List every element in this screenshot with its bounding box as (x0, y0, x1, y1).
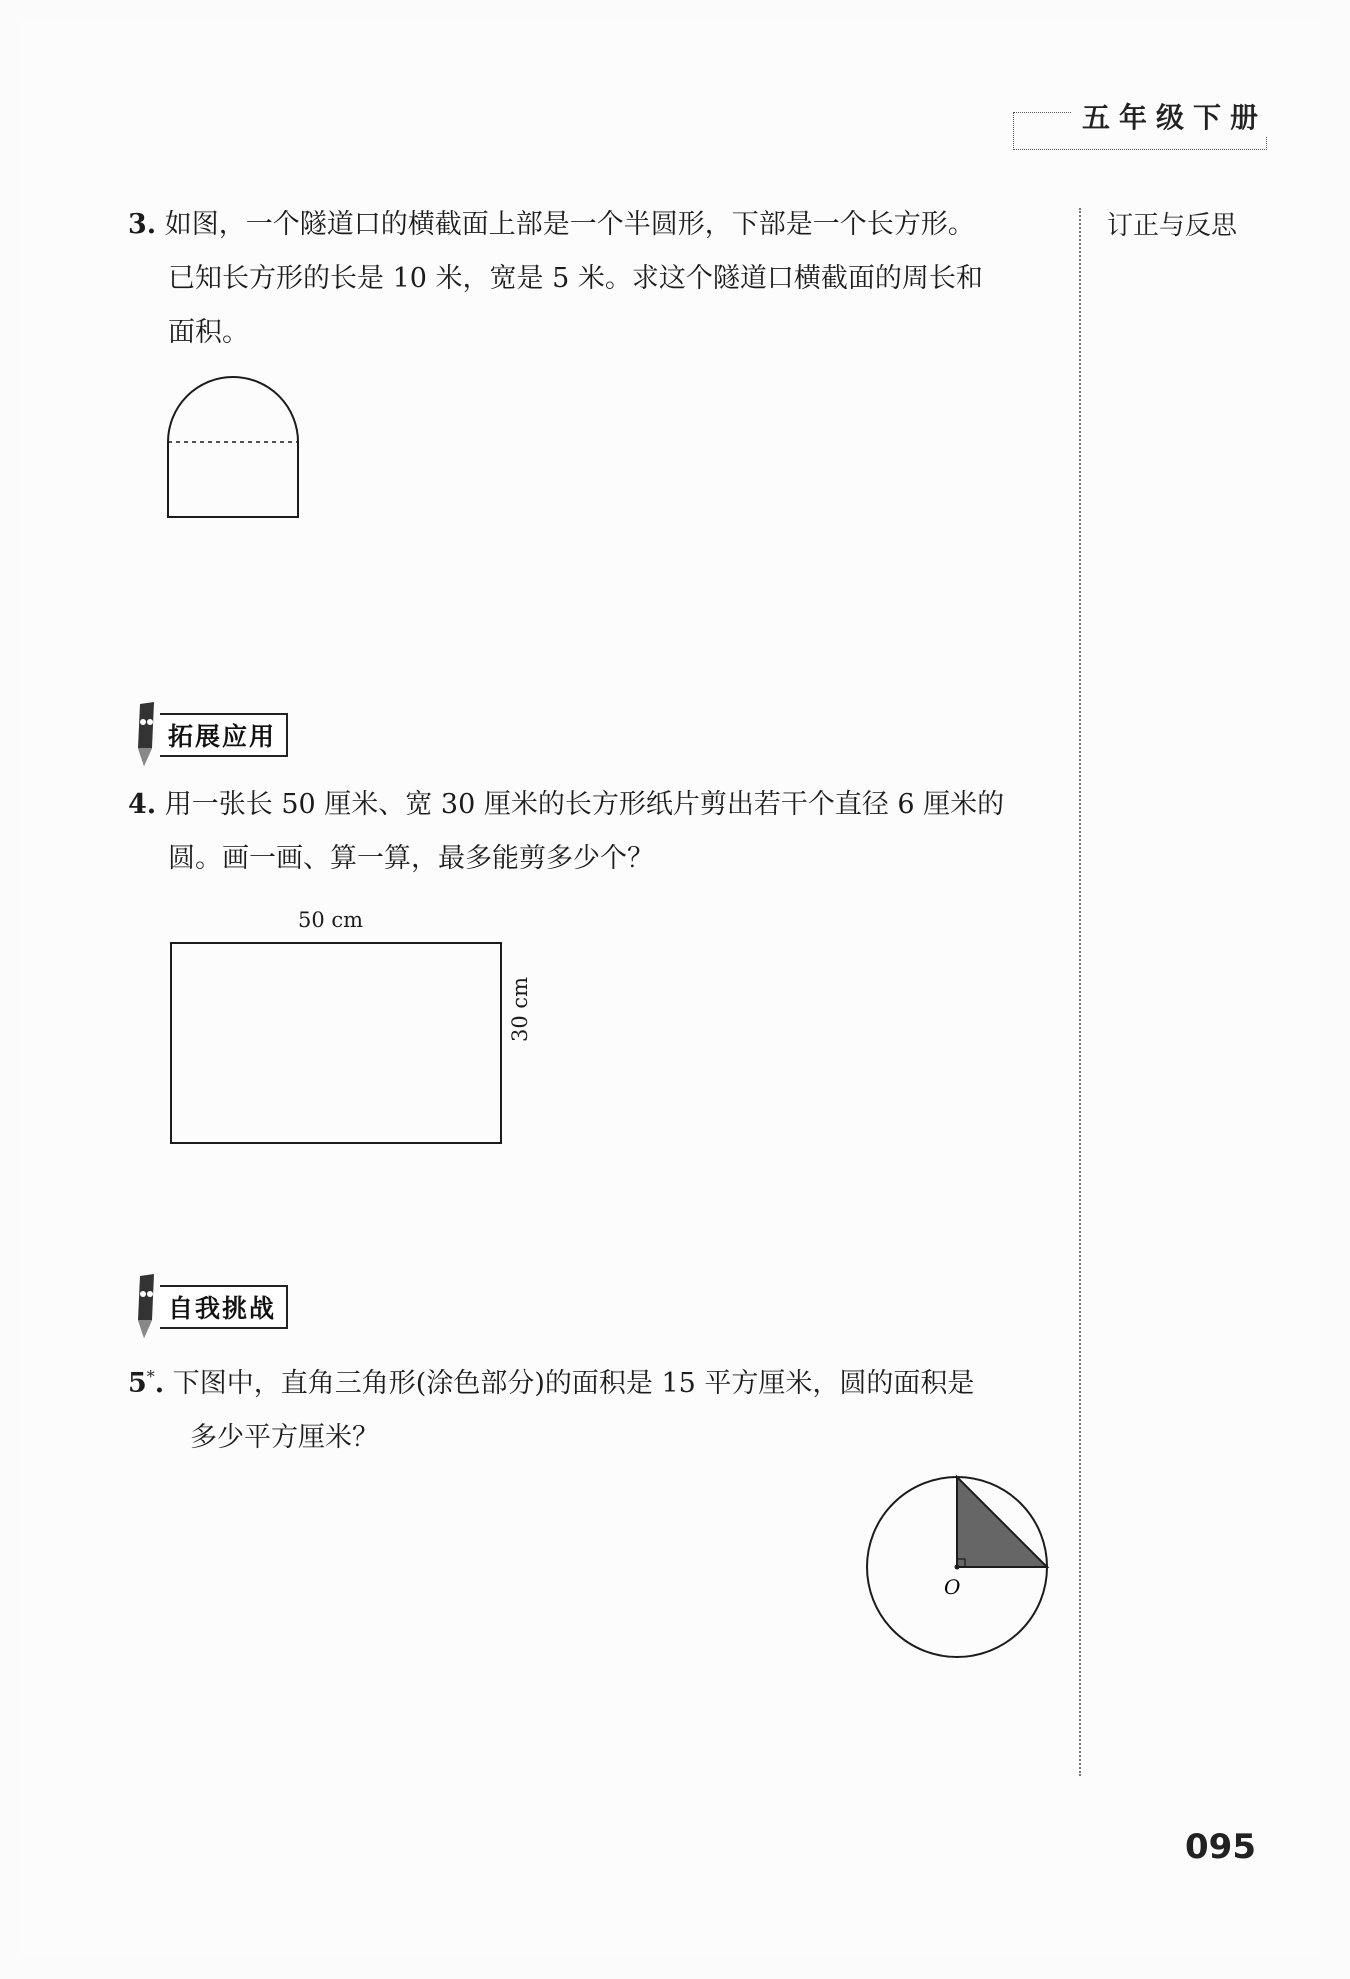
pencil-mascot-icon (130, 1272, 160, 1342)
question-5-star: * (146, 1367, 155, 1386)
tunnel-figure (160, 370, 310, 520)
rect-height-label: 30 cm (508, 976, 532, 1042)
margin-divider (1079, 208, 1081, 1776)
tunnel-outline (168, 377, 298, 517)
question-5-number: 5 (128, 1368, 147, 1399)
center-label: O (944, 1575, 961, 1599)
section-challenge (130, 1272, 288, 1342)
grade-header: 五年级下册 (1072, 96, 1277, 136)
question-3-line1: 如图，一个隧道口的横截面上部是一个半圆形，下部是一个长方形。 (164, 209, 975, 240)
question-3-line3: 面积。 (168, 317, 249, 348)
page-number: 095 (1185, 1827, 1256, 1867)
paper-rectangle (170, 942, 502, 1144)
question-5-dot: . (154, 1368, 165, 1399)
shaded-right-triangle (957, 1477, 1047, 1567)
question-3-line2: 已知长方形的长是 10 米，宽是 5 米。求这个隧道口横截面的周长和 (168, 263, 983, 294)
question-4-line1: 用一张长 50 厘米、宽 30 厘米的长方形纸片剪出若干个直径 6 厘米的 (164, 789, 1005, 820)
question-5-line2: 多少平方厘米？ (190, 1422, 379, 1453)
rect-width-label: 50 cm (298, 908, 364, 932)
question-4 (128, 778, 1068, 886)
pencil-mascot-icon (130, 700, 160, 770)
circle-triangle-figure (860, 1470, 1060, 1670)
section-extend-label: 拓展应用 (160, 713, 288, 757)
question-4-number: 4. (128, 789, 157, 820)
question-3-number: 3. (128, 209, 157, 240)
question-5-line1: 下图中，直角三角形(涂色部分)的面积是 15 平方厘米，圆的面积是 (172, 1368, 975, 1399)
correction-reflection-label: 订正与反思 (1107, 211, 1238, 241)
question-4-line2: 圆。画一画、算一算，最多能剪多少个？ (168, 843, 654, 874)
section-challenge-label: 自我挑战 (160, 1285, 288, 1329)
question-5 (128, 1350, 1068, 1465)
question-3 (128, 198, 1068, 360)
center-point (955, 1565, 960, 1570)
section-extend (130, 700, 288, 770)
